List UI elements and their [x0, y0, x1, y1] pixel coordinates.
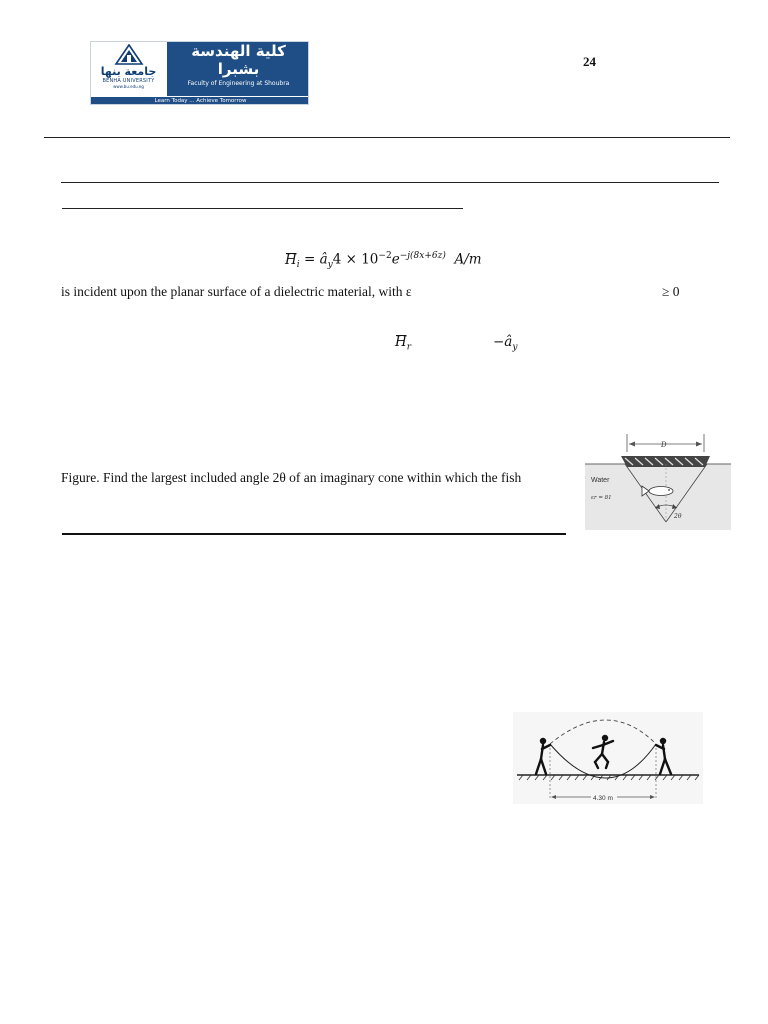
faculty-name-block [167, 42, 309, 96]
header-divider [44, 137, 730, 138]
equation-lhs-sub: i [296, 260, 300, 271]
equation-eq: = [299, 251, 320, 268]
permittivity-label: εr = 81 [591, 495, 612, 501]
faculty-arabic-line1: كلية الهندسة [191, 42, 286, 60]
equation-unit-vector-sub: y [327, 260, 333, 271]
page-number: 24 [583, 54, 596, 69]
redaction-line-1 [61, 182, 719, 183]
university-english-name: BENHA UNIVERSITY [102, 78, 155, 84]
equation-unit: A/m [454, 251, 482, 268]
reflected-field-letter: H [395, 334, 407, 350]
reflected-direction-vector: −â [493, 334, 513, 350]
university-emblem-icon [114, 44, 144, 66]
faculty-arabic-line2: بشبرا [217, 60, 260, 78]
fish-problem-text: Figure. Find the largest included angle 2θ of an imaginary cone within which the fish [61, 470, 522, 485]
rope-jump-figure [513, 712, 703, 804]
reflected-field-sub: r [406, 342, 412, 353]
dimension-label: D [661, 441, 667, 449]
equation-lhs: H [285, 251, 297, 268]
incident-field-equation [285, 251, 482, 270]
redaction-line-2 [62, 208, 463, 209]
university-logo-block [91, 42, 166, 96]
equation-base: e [391, 251, 400, 268]
fish-cone-figure [585, 430, 731, 530]
university-url: www.bu.edu.eg [113, 84, 144, 89]
university-arabic-name: جامعة بنها [100, 65, 157, 78]
reflected-direction [493, 334, 517, 353]
angle-label: 2θ [674, 513, 682, 520]
distance-label: 4.30 m [593, 795, 613, 802]
equation-coefficient-exp: −2 [378, 251, 392, 261]
incident-text-condition: ≥ 0 [662, 284, 680, 299]
equation-unit-vector: â [319, 251, 328, 268]
reflected-field-symbol [395, 334, 411, 353]
medium-label: Water [591, 477, 610, 484]
section-divider [62, 533, 566, 535]
logo-slogan: Learn Today ... Achieve Tomorrow [91, 97, 309, 105]
incident-text-line: is incident upon the planar surface of a dielectric material, with ε [61, 284, 412, 299]
equation-coefficient: 4 × 10 [332, 251, 379, 268]
faculty-english-name: Faculty of Engineering at Shoubra [187, 80, 290, 87]
faculty-logo [90, 41, 309, 105]
reflected-direction-sub: y [512, 342, 518, 353]
equation-exponent: −j(8x+6z) [399, 251, 446, 261]
